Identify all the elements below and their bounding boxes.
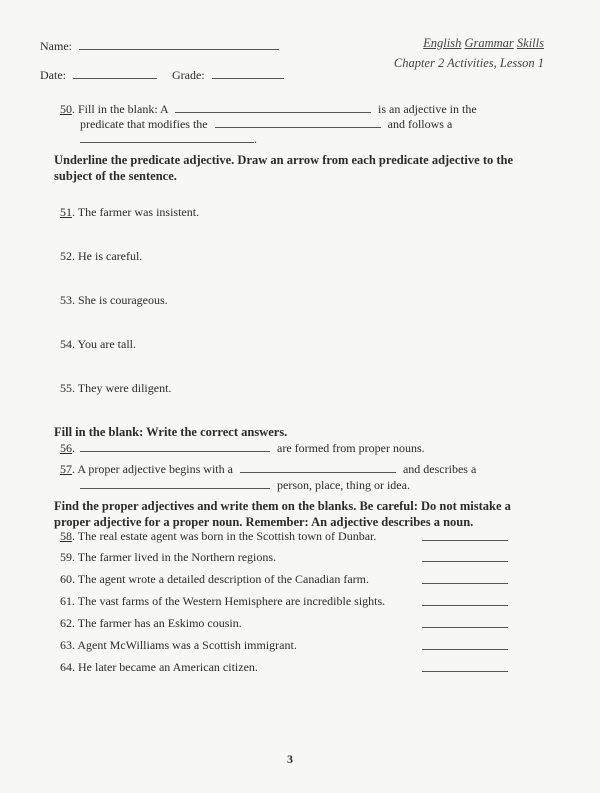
answer-blank[interactable] [422, 649, 508, 650]
question-number: 50 [60, 102, 72, 116]
book-title-word: Skills [516, 36, 544, 50]
item-number: 64 [60, 660, 72, 674]
question-text: is an adjective in the [378, 102, 477, 116]
answer-blank[interactable] [80, 477, 270, 489]
list-item [60, 529, 376, 544]
list-item [60, 205, 199, 220]
book-title-word: Grammar [464, 36, 514, 50]
answer-blank[interactable] [422, 671, 508, 672]
item-number: 51 [60, 205, 72, 219]
answer-blank[interactable] [422, 605, 508, 606]
item-number: 54 [60, 337, 72, 351]
name-label: Name: [40, 39, 72, 53]
list-item [60, 337, 136, 352]
name-field [40, 38, 279, 54]
book-title [423, 36, 544, 51]
answer-blank[interactable] [422, 561, 508, 562]
item-text: . He is careful. [72, 249, 143, 263]
answer-blank[interactable] [80, 440, 270, 452]
section-3-instructions: Find the proper adjectives and write them on the blanks. Be careful: Do not mistake a proper adjective for a proper noun. Remember: An adjective describes a noun. [54, 499, 511, 529]
list-item [60, 616, 242, 631]
date-label: Date: [40, 68, 66, 82]
question-text: . A proper adjective begins with a [72, 462, 233, 476]
answer-blank[interactable] [422, 627, 508, 628]
grade-label: Grade: [172, 68, 205, 82]
item-text: . The agent wrote a detailed description of the Canadian farm. [72, 572, 369, 586]
item-text: . She is courageous. [72, 293, 168, 307]
item-number: 59 [60, 550, 72, 564]
item-text: . He later became an American citizen. [72, 660, 258, 674]
question-text: . [254, 132, 257, 146]
item-text: . Agent McWilliams was a Scottish immigrant. [72, 638, 297, 652]
list-item [60, 572, 369, 587]
item-text: . The farmer has an Eskimo cousin. [72, 616, 242, 630]
item-text: . They were diligent. [72, 381, 172, 395]
question-57-line2 [80, 477, 410, 493]
item-number: 60 [60, 572, 72, 586]
answer-blank[interactable] [240, 461, 396, 473]
question-50-line3 [80, 131, 257, 147]
question-text: predicate that modifies the [80, 117, 208, 131]
question-text: . Fill in the blank: A [72, 102, 169, 116]
item-text: . The farmer lived in the Northern regions. [72, 550, 277, 564]
item-text: . The vast farms of the Western Hemisphere are incredible sights. [72, 594, 386, 608]
question-text: person, place, thing or idea. [277, 478, 410, 492]
name-blank[interactable] [79, 38, 279, 50]
item-number: 62 [60, 616, 72, 630]
grade-blank[interactable] [212, 67, 284, 79]
question-number: 56 [60, 441, 72, 455]
list-item [60, 249, 142, 264]
page-number: 3 [287, 752, 293, 766]
question-text: and describes a [402, 462, 477, 476]
answer-blank[interactable] [422, 583, 508, 584]
answer-blank[interactable] [175, 101, 371, 113]
list-item [60, 381, 171, 396]
lesson-label: Chapter 2 Activities, Lesson 1 [393, 56, 544, 70]
section-1-instructions: Underline the predicate adjective. Draw an arrow from each predicate adjective to the subject of the sentence. [54, 153, 514, 183]
item-text: . The real estate agent was born in the Scottish town of Dunbar. [72, 529, 377, 543]
question-57-line1 [60, 461, 476, 477]
question-number: 57 [60, 462, 72, 476]
item-number: 52 [60, 249, 72, 263]
list-item [60, 594, 385, 609]
item-number: 61 [60, 594, 72, 608]
item-text: . The farmer was insistent. [72, 205, 200, 219]
list-item [60, 293, 168, 308]
section-2-instructions: Fill in the blank: Write the correct answers. [54, 425, 288, 439]
item-text: . You are tall. [72, 337, 136, 351]
answer-blank[interactable] [215, 116, 381, 128]
question-text: are formed from proper nouns. [277, 441, 425, 455]
date-blank[interactable] [73, 67, 157, 79]
grade-field [172, 67, 284, 83]
question-text: and follows a [387, 117, 453, 131]
item-number: 55 [60, 381, 72, 395]
item-number: 63 [60, 638, 72, 652]
item-number: 58 [60, 529, 72, 543]
book-title-word: English [423, 36, 462, 50]
item-number: 53 [60, 293, 72, 307]
question-50-line1 [60, 101, 477, 117]
question-56: 56. are formed from proper nouns. [60, 441, 425, 455]
date-field [40, 67, 157, 83]
list-item [60, 550, 276, 565]
list-item [60, 660, 258, 675]
answer-blank[interactable] [422, 540, 508, 541]
answer-blank[interactable] [80, 131, 254, 143]
list-item [60, 638, 297, 653]
question-50-line2 [80, 116, 452, 132]
